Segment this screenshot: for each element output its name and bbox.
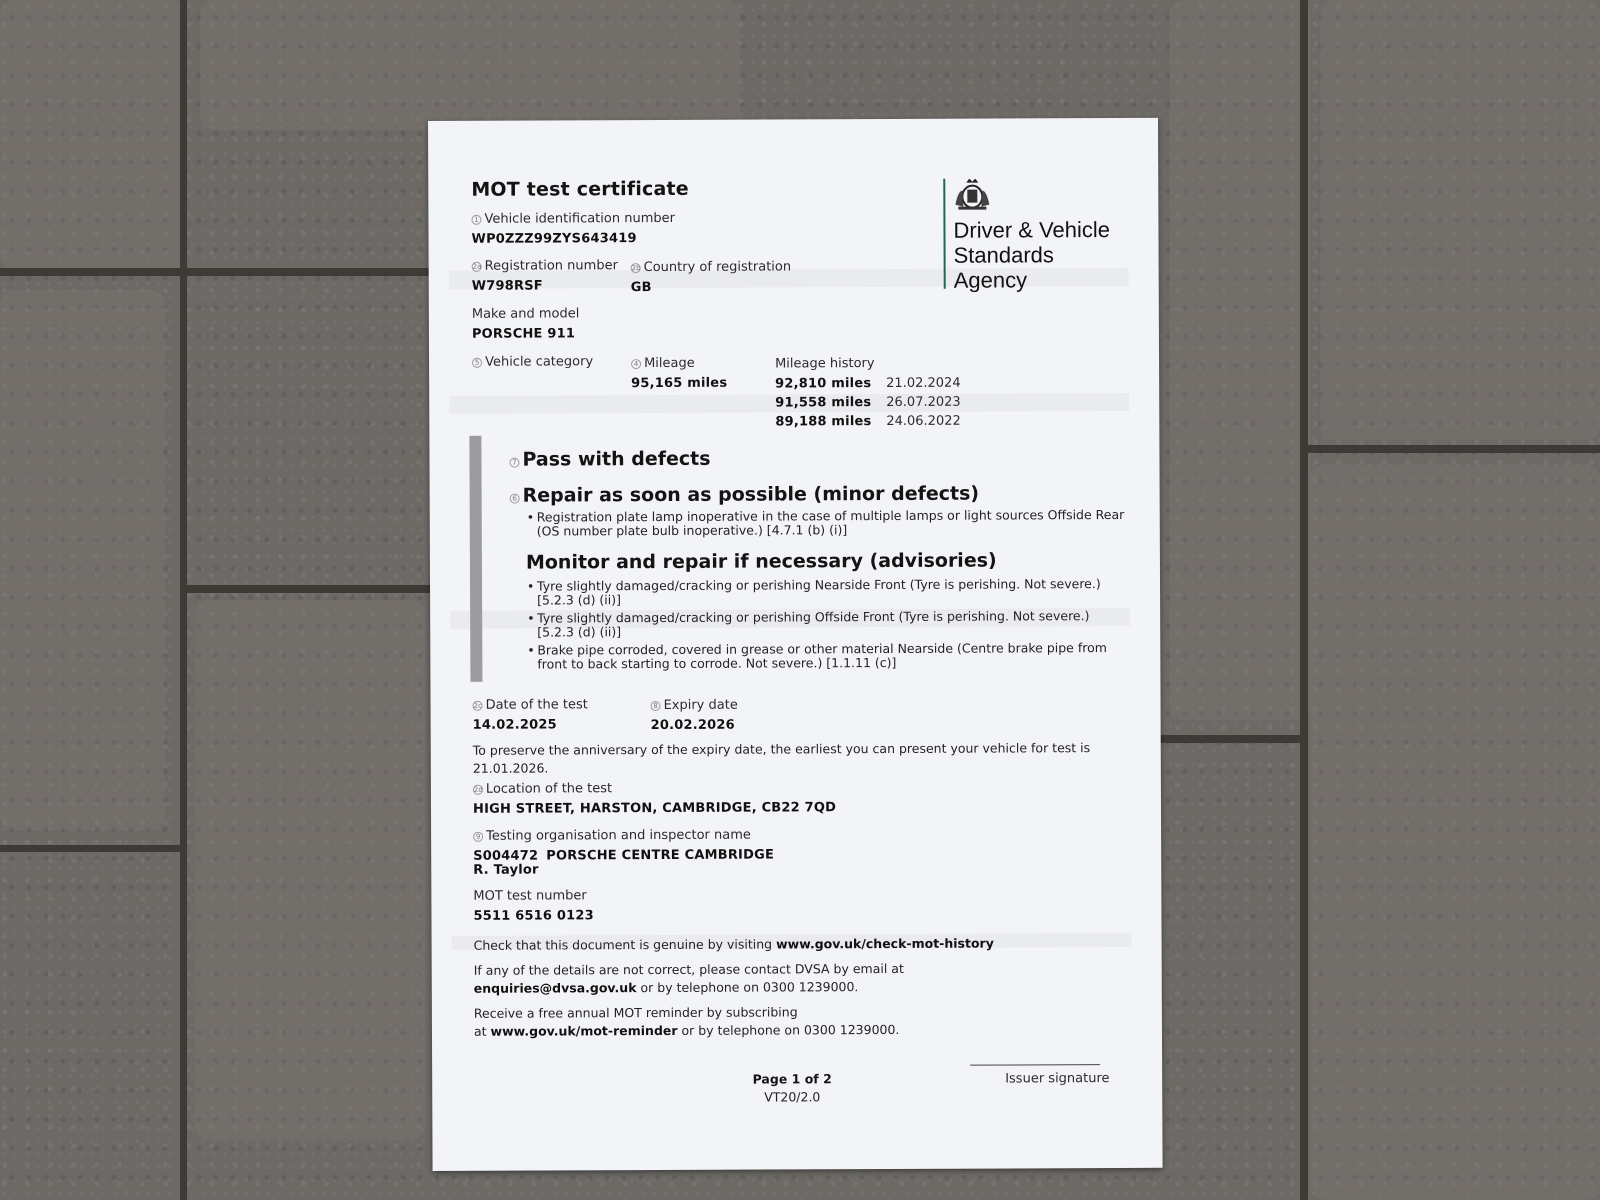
anniversary-note xyxy=(473,739,1133,778)
logo-accent-bar xyxy=(943,179,945,289)
label-text: Country of registration xyxy=(643,259,792,276)
organisation-name: PORSCHE CENTRE CAMBRIDGE xyxy=(546,847,775,864)
result-status xyxy=(509,448,710,471)
advisory-text: [5.2.3 (d) (ii)] xyxy=(537,624,622,640)
test-number-value: 5511 6516 0123 xyxy=(473,908,594,924)
check-mot-history-link[interactable]: www.gov.uk/check-mot-history xyxy=(776,935,994,952)
mileage-history-miles: 91,558 miles xyxy=(775,395,872,411)
paving-stone xyxy=(1310,465,1600,1200)
note-text: To preserve the anniversary of the expiry date, the earliest you can present your vehicle for test is xyxy=(472,740,1091,758)
label-text: Mileage xyxy=(644,355,695,372)
inspector-name: R. Taylor xyxy=(473,862,539,878)
note-text: or by telephone on 0300 1239000. xyxy=(640,979,859,996)
paving-joint xyxy=(1160,735,1300,743)
advisory-text: [5.2.3 (d) (ii)] xyxy=(537,592,622,608)
note-text: Check that this document is genuine by visiting xyxy=(473,936,773,953)
paving-joint xyxy=(0,268,430,276)
field-number: 2b xyxy=(631,264,641,273)
location-value: HIGH STREET, HARSTON, CAMBRIDGE, CB22 7QD xyxy=(472,800,837,817)
genuine-check-note xyxy=(474,934,1134,955)
expiry-date-label xyxy=(651,698,738,713)
mileage-label xyxy=(631,356,695,371)
label-text: Expiry date xyxy=(663,697,738,713)
vehicle-category-label xyxy=(472,354,593,370)
minor-defects-heading xyxy=(510,483,980,507)
field-number: 9 xyxy=(473,832,483,842)
paving-joint xyxy=(1300,0,1308,1200)
result-side-bar xyxy=(469,436,482,682)
mileage-history-label: Mileage history xyxy=(775,356,875,372)
agency-line: Driver & Vehicle xyxy=(953,217,1111,243)
form-code: VT20/2.0 xyxy=(764,1089,821,1105)
test-date-label xyxy=(473,697,588,713)
field-number: 1 xyxy=(471,215,481,225)
field-number: 7 xyxy=(509,458,519,468)
reminder-note xyxy=(474,1002,1134,1041)
field-number: 2d xyxy=(473,785,483,794)
location-label xyxy=(473,781,612,797)
make-model-value: PORSCHE 911 xyxy=(471,326,576,342)
paving-joint xyxy=(1300,445,1600,453)
agency-line: Standards xyxy=(953,242,1054,268)
defect-text: (OS number plate bulb inoperative.) [4.7.1 (b) (i)] xyxy=(536,522,848,539)
vin-label xyxy=(471,211,675,227)
paving-stone xyxy=(200,0,740,130)
field-number: 5 xyxy=(472,358,482,368)
signature-line xyxy=(970,1064,1100,1066)
issuer-signature-label: Issuer signature xyxy=(1005,1071,1110,1087)
label-text: Registration number xyxy=(484,258,618,274)
paving-stone xyxy=(0,0,185,270)
agency-line: Agency xyxy=(953,267,1028,293)
heading-text: Repair as soon as possible (minor defects) xyxy=(522,482,980,507)
mileage-history-date: 26.07.2023 xyxy=(886,394,961,411)
agency-name xyxy=(953,217,1110,293)
paving-stone xyxy=(1170,0,1310,720)
field-number: 2a xyxy=(472,262,482,271)
note-text: or by telephone on 0300 1239000. xyxy=(681,1021,900,1038)
country-value: GB xyxy=(630,280,652,296)
make-model-label: Make and model xyxy=(471,306,580,322)
vin-value: WP0ZZZ99ZYS643419 xyxy=(471,231,637,247)
note-text: Receive a free annual MOT reminder by subscribing xyxy=(473,1004,798,1021)
page-number: Page 1 of 2 xyxy=(752,1071,832,1087)
mileage-value: 95,165 miles xyxy=(631,375,728,392)
contact-note xyxy=(474,959,1134,998)
organisation-code: S004472 xyxy=(473,848,539,864)
document-title: MOT test certificate xyxy=(471,177,689,201)
advisory-text: front to back starting to corrode. Not severe.) [1.1.11 (c)] xyxy=(537,654,897,672)
contact-email-link[interactable]: enquiries@dvsa.gov.uk xyxy=(473,980,637,996)
advisories-heading: Monitor and repair if necessary (advisories) xyxy=(525,549,997,574)
label-text: Testing organisation and inspector name xyxy=(486,827,751,844)
advisory-text: • Brake pipe corroded, covered in grease or other material Nearside (Centre brake pipe from xyxy=(537,640,1107,658)
test-number-label: MOT test number xyxy=(473,888,587,904)
note-text: at xyxy=(473,1023,487,1039)
field-number: 8 xyxy=(651,701,661,711)
note-text: If any of the details are not correct, please contact DVSA by email at xyxy=(473,960,904,978)
label-text: Vehicle identification number xyxy=(484,210,675,227)
organisation-label xyxy=(473,828,751,844)
paving-stone xyxy=(195,600,425,1140)
mileage-history-miles: 92,810 miles xyxy=(775,376,872,392)
mileage-history-date: 21.02.2024 xyxy=(886,375,961,392)
expiry-date-value: 20.02.2026 xyxy=(650,717,735,734)
note-text: 21.01.2026. xyxy=(472,760,549,776)
field-number: 6 xyxy=(510,494,520,504)
advisory-text: • Tyre slightly damaged/cracking or perishing Nearside Front (Tyre is perishing. Not severe.) xyxy=(536,576,1101,594)
paving-stone xyxy=(1320,0,1600,440)
royal-crest-icon xyxy=(952,177,992,211)
defect-item xyxy=(537,508,1137,539)
mot-reminder-link[interactable]: www.gov.uk/mot-reminder xyxy=(490,1022,678,1039)
field-number: 4 xyxy=(631,359,641,369)
mileage-history-miles: 89,188 miles xyxy=(775,414,872,430)
paving-joint xyxy=(0,845,185,852)
advisory-item xyxy=(537,609,1137,640)
advisory-item xyxy=(537,577,1137,608)
defect-text: • Registration plate lamp inoperative in the case of multiple lamps or light sources Offside Rear xyxy=(536,506,1125,525)
advisory-text: • Tyre slightly damaged/cracking or perishing Offside Front (Tyre is perishing. Not severe.) xyxy=(537,608,1090,626)
country-label xyxy=(631,259,792,275)
registration-label xyxy=(472,258,618,274)
mileage-history-date: 24.06.2022 xyxy=(886,413,961,430)
label-text: Location of the test xyxy=(485,781,613,797)
label-text: Date of the test xyxy=(485,697,588,713)
label-text: Vehicle category xyxy=(485,354,594,370)
advisory-item xyxy=(537,641,1137,672)
mot-certificate xyxy=(428,118,1163,1171)
paving-joint xyxy=(185,585,430,593)
test-date-value: 14.02.2025 xyxy=(472,717,557,733)
status-text: Pass with defects xyxy=(522,447,711,471)
paving-stone xyxy=(0,290,165,830)
field-number: 2c xyxy=(473,701,482,710)
registration-value: W798RSF xyxy=(471,278,543,294)
paving-joint xyxy=(180,0,187,1200)
